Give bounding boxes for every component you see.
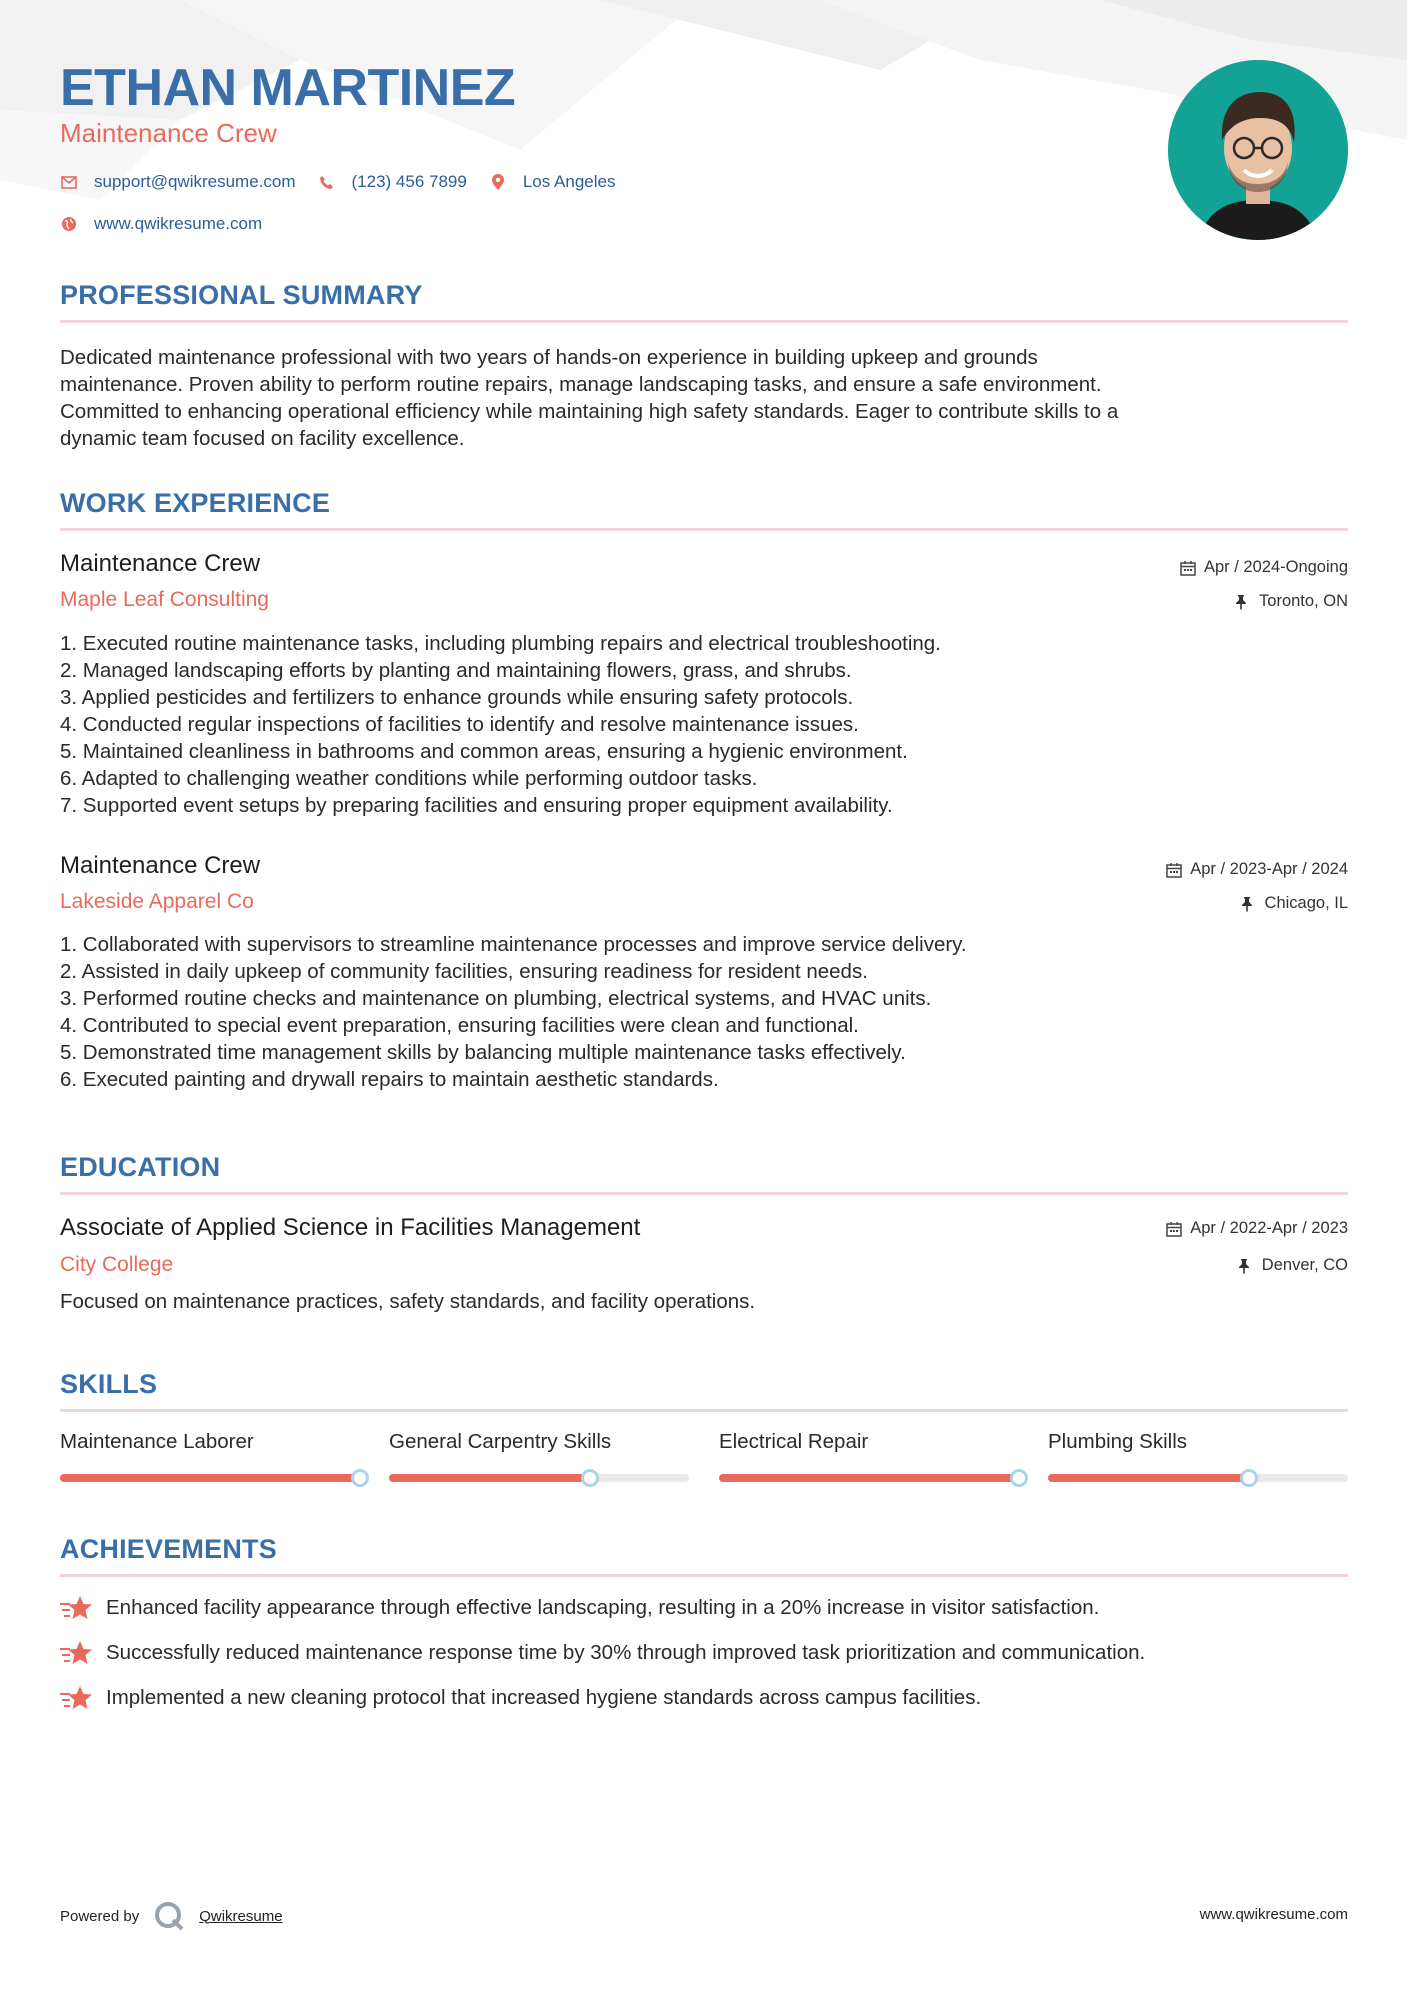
section-title-education: EDUCATION (60, 1152, 221, 1182)
contact-row-primary (60, 172, 637, 192)
school-name: City College (60, 1253, 174, 1276)
website-text[interactable]: www.qwikresume.com (94, 214, 263, 233)
skill-label: General Carpentry Skills (389, 1430, 612, 1453)
contact-location (489, 172, 616, 192)
phone-icon (318, 173, 336, 191)
job-location-text: Toronto, ON (1259, 592, 1348, 610)
achievement-text: Implemented a new cleaning protocol that increased hygiene standards across campus facilities. (106, 1686, 982, 1709)
summary-line: maintenance. Proven ability to perform routine repairs, manage landscaping tasks, and ensure a safe environment. (60, 373, 1102, 396)
skill-bar-knob (351, 1469, 369, 1487)
pushpin-icon (1235, 594, 1251, 610)
skill-item (60, 1430, 360, 1454)
achievement-item (60, 1639, 1145, 1667)
section-title-summary: PROFESSIONAL SUMMARY (60, 280, 423, 310)
job-dates-text: Apr / 2024-Ongoing (1203, 558, 1348, 576)
list-item: 3. Performed routine checks and maintenance on plumbing, electrical systems, and HVAC units. (60, 987, 932, 1010)
calendar-icon (1180, 560, 1196, 576)
phone-text[interactable]: (123) 456 7899 (351, 172, 467, 191)
pushpin-icon (1238, 1258, 1254, 1274)
skill-bar (60, 1474, 360, 1482)
education-dates-text: Apr / 2022-Apr / 2023 (1190, 1219, 1348, 1237)
job-location-text: Chicago, IL (1264, 894, 1348, 912)
job-bullets (60, 931, 1310, 1093)
contact-row-secondary (60, 214, 284, 234)
summary-line: Committed to enhancing operational efficiency while maintaining high safety standards. Eager to contribute skills to a (60, 400, 1119, 423)
skill-bar-fill (389, 1474, 590, 1482)
education-description: Focused on maintenance practices, safety standards, and facility operations. (60, 1290, 756, 1313)
contact-phone[interactable] (318, 172, 467, 192)
candidate-role: Maintenance Crew (60, 118, 277, 148)
job-location (1241, 894, 1348, 913)
skill-label: Maintenance Laborer (60, 1430, 254, 1453)
section-divider (60, 320, 1348, 323)
skill-item (389, 1430, 689, 1454)
footer-branding (60, 1900, 283, 1932)
list-item: 5. Demonstrated time management skills by balancing multiple maintenance tasks effectively. (60, 1041, 906, 1064)
avatar (1168, 60, 1348, 240)
job-location (1235, 592, 1348, 611)
section-divider (60, 1409, 1348, 1412)
list-item: 7. Supported event setups by preparing facilities and ensuring proper equipment availability. (60, 794, 893, 817)
calendar-icon (1166, 862, 1182, 878)
skill-bar-knob (1010, 1469, 1028, 1487)
list-item: 6. Adapted to challenging weather conditions while performing outdoor tasks. (60, 767, 758, 790)
globe-icon (60, 215, 78, 233)
education-location (1238, 1256, 1348, 1275)
achievement-text: Enhanced facility appearance through effective landscaping, resulting in a 20% increase in visitor satisfaction. (106, 1596, 1100, 1619)
summary-line: Dedicated maintenance professional with two years of hands-on experience in building upkeep and grounds (60, 346, 1038, 369)
candidate-name: ETHAN MARTINEZ (60, 59, 516, 117)
list-item: 1. Collaborated with supervisors to streamline maintenance processes and improve service delivery. (60, 933, 967, 956)
skill-bar (389, 1474, 689, 1482)
skill-bar-fill (1048, 1474, 1249, 1482)
summary-line: dynamic team focused on facility excellence. (60, 427, 465, 450)
section-divider (60, 1574, 1348, 1577)
achievement-item (60, 1684, 981, 1712)
section-title-experience: WORK EXPERIENCE (60, 488, 331, 518)
job-dates-text: Apr / 2023-Apr / 2024 (1190, 860, 1348, 878)
skill-bar-fill (60, 1474, 360, 1482)
education-dates (1166, 1219, 1348, 1238)
skill-item (1048, 1430, 1348, 1454)
map-pin-icon (489, 173, 507, 191)
list-item: 2. Managed landscaping efforts by planting and maintaining flowers, grass, and shrubs. (60, 659, 852, 682)
contact-email[interactable] (60, 172, 296, 192)
list-item: 4. Conducted regular inspections of facilities to identify and resolve maintenance issues. (60, 713, 859, 736)
skill-bar (719, 1474, 1019, 1482)
job-title: Maintenance Crew (60, 550, 261, 577)
achievement-text: Successfully reduced maintenance response time by 30% through improved task prioritization and communication. (106, 1641, 1146, 1664)
education-location-text: Denver, CO (1261, 1256, 1348, 1274)
list-item: 3. Applied pesticides and fertilizers to enhance grounds while ensuring safety protocols. (60, 686, 854, 709)
list-item: 5. Maintained cleanliness in bathrooms and common areas, ensuring a hygienic environment. (60, 740, 908, 763)
star-icon (60, 1639, 94, 1667)
resume-page (60, 0, 1348, 1990)
skill-label: Electrical Repair (719, 1430, 869, 1453)
envelope-icon (60, 173, 78, 191)
skill-item (719, 1430, 1019, 1454)
skill-label: Plumbing Skills (1048, 1430, 1187, 1453)
job-bullets (60, 630, 1310, 819)
summary-text (60, 344, 1348, 452)
degree-title: Associate of Applied Science in Facilities Management (60, 1214, 641, 1241)
job-title: Maintenance Crew (60, 852, 261, 879)
section-divider (60, 528, 1348, 531)
location-text: Los Angeles (522, 172, 616, 191)
list-item: 6. Executed painting and drywall repairs to maintain aesthetic standards. (60, 1068, 719, 1091)
job-dates (1180, 558, 1348, 577)
job-company: Maple Leaf Consulting (60, 588, 269, 611)
section-title-skills: SKILLS (60, 1369, 158, 1399)
qwikresume-logo-icon (153, 1900, 185, 1932)
contact-website[interactable] (60, 214, 262, 234)
brand-link[interactable]: Qwikresume (199, 1907, 283, 1925)
section-divider (60, 1192, 1348, 1195)
list-item: 4. Contributed to special event preparation, ensuring facilities were clean and functional. (60, 1014, 859, 1037)
skill-bar-knob (1240, 1469, 1258, 1487)
skill-bar-fill (719, 1474, 1019, 1482)
achievement-item (60, 1594, 1099, 1622)
powered-by-label: Powered by (60, 1907, 140, 1925)
list-item: 1. Executed routine maintenance tasks, including plumbing repairs and electrical troubleshooting. (60, 632, 941, 655)
skill-bar-knob (581, 1469, 599, 1487)
footer-website[interactable]: www.qwikresume.com (1199, 1906, 1348, 1923)
job-company: Lakeside Apparel Co (60, 890, 254, 913)
skill-bar (1048, 1474, 1348, 1482)
calendar-icon (1166, 1221, 1182, 1237)
star-icon (60, 1594, 94, 1622)
job-dates (1166, 860, 1348, 879)
pushpin-icon (1241, 896, 1257, 912)
section-title-achievements: ACHIEVEMENTS (60, 1534, 277, 1564)
email-text[interactable]: support@qwikresume.com (94, 172, 296, 191)
star-icon (60, 1684, 94, 1712)
list-item: 2. Assisted in daily upkeep of community facilities, ensuring readiness for resident needs. (60, 960, 868, 983)
